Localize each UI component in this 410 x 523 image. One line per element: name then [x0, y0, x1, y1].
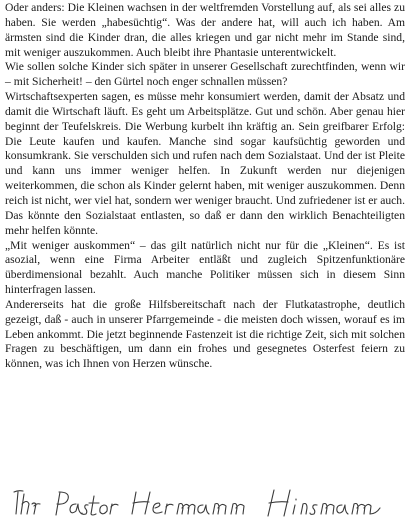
paragraph-4: „Mit weniger auskommen“ – das gilt natürlich nicht nur für die „Kleinen“. Es ist asozial, wenn eine Firma Arbeiter entläßt und zugleich Spitzenfunktionäre überdimensional bezahlt. Auch manche Politiker müssen sich in diesem Sinn hinterfragen lassen.: [5, 238, 405, 297]
signature-scribble: [12, 484, 402, 520]
handwritten-signature: [12, 484, 402, 520]
paragraph-3: Wirtschaftsexperten sagen, es müsse mehr konsumiert werden, damit der Absatz und damit die Wirtschaft läuft. Es geht um Arbeitsplätze. Gut und schön. Aber genau hier beginnt der Teufelskreis. Die Werbung kurbelt ihn kräftig an. Sein greifbarer Erfolg: Die Leute kaufen und kaufen. Manche sind sogar kaufsüchtig geworden und konsumkrank. Sie verschulden sich und rufen nach dem Sozialstaat. Und der ist Pleite und kann uns immer weniger helfen. In Zukunft werden nur diejenigen weiterkommen, die schon als Kinder gelernt haben, mit weniger auszukommen. Denn reich ist nicht, wer viel hat, sondern wer weniger braucht. Und zufriedener ist er auch. Das könnte den Sozialstaat entlasten, so daß er dann den wirklich Benachteiligten mehr helfen könnte.: [5, 90, 405, 237]
paragraph-2: Wie sollen solche Kinder sich später in unserer Gesellschaft zurechtfinden, wenn wir – mit Sicherheit! – den Gürtel noch enger schnallen müssen?: [5, 60, 405, 89]
paragraph-1: Oder anders: Die Kleinen wachsen in der weltfremden Vorstellung auf, als sei alles zu haben. Sie werden „habesüchtig“. Was der andere hat, will auch ich haben. Am ärmsten sind die Kinder dran, die alles kriegen und gar nicht mehr im Stande sind, mit weniger auszukommen. Auch bleibt ihre Phantasie unterentwickelt.: [5, 1, 405, 59]
paragraph-5: Andererseits hat die große Hilfsbereitschaft nach der Flutkatastrophe, deutlich gezeigt, daß - auch in unserer Pfarrgemeinde - die meisten doch wissen, worauf es im Leben ankommt. Die jetzt beginnende Fastenzeit ist die richtige Zeit, sich mit solchen Fragen zu beschäftigen, um dann ein frohes und gesegnetes Osterfest feiern zu können, was ich Ihnen von Herzen wünsche.: [5, 297, 405, 371]
letter-body: [5, 1, 405, 372]
